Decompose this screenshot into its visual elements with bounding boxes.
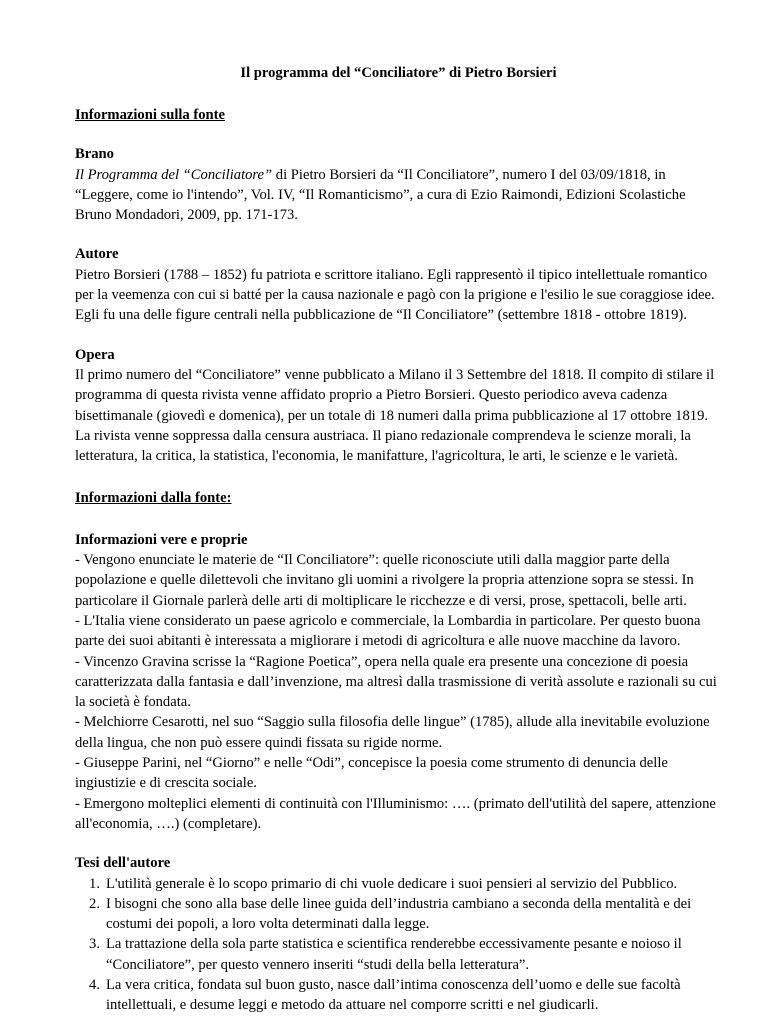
opera-text: Il primo numero del “Conciliatore” venne pubblicato a Milano il 3 Settembre del 1818. Il compito di stilare il programma di questa rivista venne affidato proprio a Pietro Borsieri. Questo periodico aveva cadenza bisettimanale (giovedì e domenica), per un totale di 18 numeri dalla prima pubblicazione al 17 ottobre 1819. La rivista venne soppressa dalla censura austriaca. Il piano redazionale comprendeva le scienze morali, la letteratura, la critica, la statistica, l'economia, le manifatture, l'agricoltura, le arti, le scienze e le varietà.: [75, 366, 715, 465]
brano-text: [75, 165, 722, 226]
informazioni-item: - Melchiorre Cesarotti, nel suo “Saggio sulla filosofia delle lingue” (1785), allude alla inevitabile evoluzione della lingua, che non può essere quindi fissata su rigide norme.: [75, 714, 710, 751]
section-heading-fonte-info: Informazioni sulla fonte: [75, 107, 225, 123]
list-item-text: I bisogni che sono alla base delle linee guida dell’industria cambiano a seconda della mentalità e dei costumi dei popoli, a loro volta determinati dalla legge.: [106, 895, 692, 933]
tesi-block: [75, 853, 722, 1015]
autore-heading: Autore: [75, 246, 119, 263]
list-item: [75, 975, 722, 1016]
opera-block: [75, 345, 722, 467]
brano-block: [75, 144, 722, 225]
brano-title-italic: Il Programma del “Conciliatore”: [75, 166, 273, 183]
list-item-text: La vera critica, fondata sul buon gusto, nasce dall’intima conoscenza dell’uomo e delle sue facoltà intellettuali, e desume leggi e metodo da attuare nel comporre scritti e nel giudicarli.: [106, 976, 681, 1014]
tesi-list: [75, 874, 722, 1016]
list-item-text: L'utilità generale è lo scopo primario di chi vuole dedicare i suoi pensieri al servizio del Pubblico.: [106, 875, 678, 892]
autore-text: Pietro Borsieri (1788 – 1852) fu patriota e scrittore italiano. Egli rappresentò il tipico intellettuale romantico per la veemenza con cui si batté per la causa nazionale e pagò con la prigione e l'esilio le sue coraggiose idee. Egli fu una delle figure centrali nella pubblicazione de “Il Conciliatore” (settembre 1818 - ottobre 1819).: [75, 266, 715, 324]
list-item: [75, 934, 722, 975]
tesi-heading: Tesi dell'autore: [75, 855, 171, 872]
list-item-number: 2.: [89, 895, 100, 912]
informazioni-block: [75, 530, 722, 834]
informazioni-item: - Emergono molteplici elementi di continuità con l'Illuminismo: …. (primato dell'utilità del sapere, attenzione all'economia, ….) (completare).: [75, 795, 716, 832]
list-item: [75, 874, 722, 894]
list-item-text: La trattazione della sola parte statistica e scientifica renderebbe eccessivamente pesante e noioso il “Conciliatore”, per questo vennero inseriti “studi della bella letteratura”.: [106, 936, 682, 973]
brano-citation: di Pietro Borsieri da “Il Conciliatore”, numero I del 03/09/1818, in “Leggere, come io l'intendo”, Vol. IV, “Il Romanticismo”, a cura di Ezio Raimondi, Edizioni Scolastiche Bruno Mondadori, 2009, pp. 171-173.: [75, 166, 686, 224]
autore-block: [75, 244, 722, 325]
list-item: [75, 894, 722, 935]
informazioni-item: - Vincenzo Gravina scrisse la “Ragione Poetica”, opera nella quale era presente una concezione di poesia caratterizzata dalla fantasia e dall’invenzione, ma altresì dalla trasmissione di verità assolute e razionali su cui la società è fondata.: [75, 653, 717, 711]
list-item-number: 4.: [89, 976, 100, 993]
brano-heading: Brano: [75, 146, 114, 163]
informazioni-item: - Giuseppe Parini, nel “Giorno” e nelle “Odi”, concepisce la poesia come strumento di denuncia delle ingiustizie e di crescita sociale.: [75, 755, 668, 792]
informazioni-item: - L'Italia viene considerato un paese agricolo e commerciale, la Lombardia in particolare. Per questo buona parte dei suoi abitanti è interessata a migliorare i metodi di agricoltura e alle nuove macchine da lavoro.: [75, 612, 701, 650]
page-title: Il programma del “Conciliatore” di Pietro Borsieri: [240, 65, 557, 81]
section-heading-fonte-dalla: Informazioni dalla fonte:: [75, 490, 232, 507]
opera-heading: Opera: [75, 346, 115, 363]
informazioni-heading: Informazioni vere e proprie: [75, 531, 248, 548]
informazioni-item: - Vengono enunciate le materie de “Il Conciliatore”: quelle riconosciute utili dalla maggior parte della popolazione e quelle dilettevoli che invitano gli uomini a rivolgere la propria attenzione sopra se stessi. In particolare il Giornale parlerà delle arti di moltiplicare le ricchezze e di versi, prose, spettacoli, belle arti.: [75, 552, 694, 609]
list-item-number: 3.: [89, 936, 100, 953]
list-item-number: 1.: [89, 875, 100, 892]
